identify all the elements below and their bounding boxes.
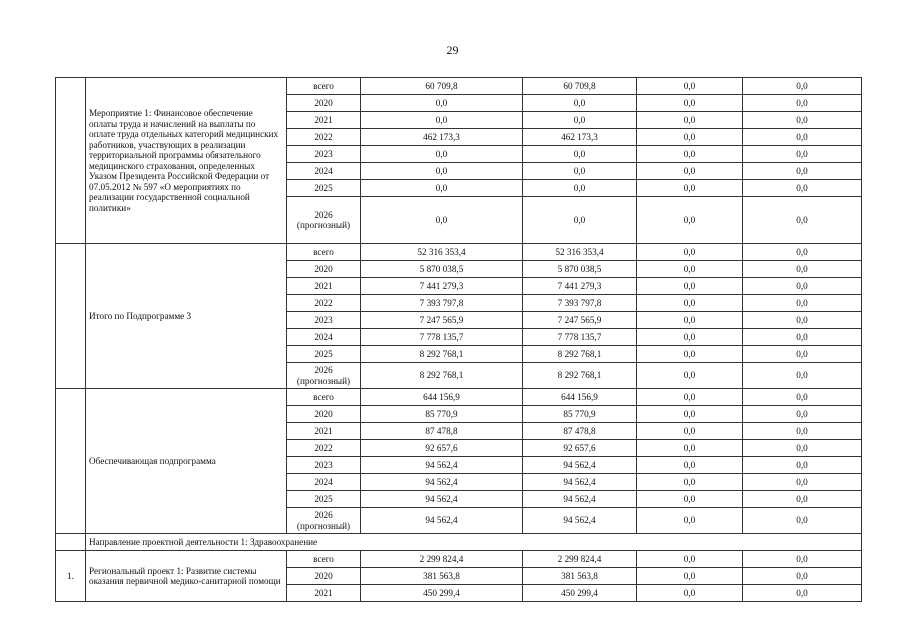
value-col4: 0,0 <box>743 551 862 568</box>
value-col2: 381 563,8 <box>523 568 637 585</box>
year-cell: 2025 <box>287 180 361 197</box>
value-col4: 0,0 <box>743 78 862 95</box>
value-col3: 0,0 <box>637 261 743 278</box>
value-col2: 462 173,3 <box>523 129 637 146</box>
value-total: 94 562,4 <box>361 491 523 508</box>
value-col4: 0,0 <box>743 180 862 197</box>
value-col4: 0,0 <box>743 585 862 602</box>
value-total: 7 393 797,8 <box>361 295 523 312</box>
value-total: 644 156,9 <box>361 389 523 406</box>
value-total: 60 709,8 <box>361 78 523 95</box>
value-total: 52 316 353,4 <box>361 244 523 261</box>
row-name: Обеспечивающая подпрограмма <box>86 389 287 534</box>
value-col4: 0,0 <box>743 346 862 363</box>
value-col3: 0,0 <box>637 129 743 146</box>
year-cell: 2020 <box>287 95 361 112</box>
table-row <box>56 389 862 406</box>
value-col4: 0,0 <box>743 329 862 346</box>
value-col2: 94 562,4 <box>523 457 637 474</box>
value-col4: 0,0 <box>743 363 862 389</box>
value-col2: 94 562,4 <box>523 474 637 491</box>
value-total: 94 562,4 <box>361 457 523 474</box>
value-total: 0,0 <box>361 197 523 244</box>
value-col3: 0,0 <box>637 163 743 180</box>
value-col3: 0,0 <box>637 508 743 534</box>
value-col3: 0,0 <box>637 423 743 440</box>
value-col2: 0,0 <box>523 197 637 244</box>
value-total: 2 299 824,4 <box>361 551 523 568</box>
value-col3: 0,0 <box>637 146 743 163</box>
value-total: 0,0 <box>361 163 523 180</box>
section-index <box>56 534 86 551</box>
value-total: 0,0 <box>361 180 523 197</box>
year-cell: 2023 <box>287 312 361 329</box>
year-cell: 2023 <box>287 457 361 474</box>
value-col3: 0,0 <box>637 389 743 406</box>
value-total: 0,0 <box>361 112 523 129</box>
value-col3: 0,0 <box>637 312 743 329</box>
value-col2: 87 478,8 <box>523 423 637 440</box>
value-col2: 0,0 <box>523 180 637 197</box>
year-cell: 2020 <box>287 261 361 278</box>
year-cell: 2023 <box>287 146 361 163</box>
year-cell: 2022 <box>287 129 361 146</box>
row-index <box>56 244 86 389</box>
value-col3: 0,0 <box>637 329 743 346</box>
year-cell: 2026 (прогнозный) <box>287 508 361 534</box>
value-col4: 0,0 <box>743 295 862 312</box>
value-col2: 8 292 768,1 <box>523 363 637 389</box>
value-col3: 0,0 <box>637 95 743 112</box>
value-col3: 0,0 <box>637 363 743 389</box>
year-cell: 2022 <box>287 295 361 312</box>
value-total: 92 657,6 <box>361 440 523 457</box>
year-cell: всего <box>287 389 361 406</box>
year-cell: 2025 <box>287 346 361 363</box>
value-total: 87 478,8 <box>361 423 523 440</box>
year-cell: 2024 <box>287 163 361 180</box>
value-col3: 0,0 <box>637 278 743 295</box>
value-col4: 0,0 <box>743 112 862 129</box>
value-col3: 0,0 <box>637 474 743 491</box>
value-col2: 8 292 768,1 <box>523 346 637 363</box>
value-col4: 0,0 <box>743 440 862 457</box>
value-col2: 7 778 135,7 <box>523 329 637 346</box>
value-total: 85 770,9 <box>361 406 523 423</box>
value-col4: 0,0 <box>743 312 862 329</box>
year-cell: 2026 (прогнозный) <box>287 363 361 389</box>
value-col4: 0,0 <box>743 244 862 261</box>
value-total: 462 173,3 <box>361 129 523 146</box>
section-row <box>56 534 862 551</box>
value-col3: 0,0 <box>637 244 743 261</box>
value-total: 7 441 279,3 <box>361 278 523 295</box>
year-cell: 2024 <box>287 474 361 491</box>
value-col3: 0,0 <box>637 346 743 363</box>
row-index: 1. <box>56 551 86 602</box>
value-total: 8 292 768,1 <box>361 363 523 389</box>
value-total: 5 870 038,5 <box>361 261 523 278</box>
year-cell: 2020 <box>287 568 361 585</box>
value-col4: 0,0 <box>743 423 862 440</box>
value-col4: 0,0 <box>743 406 862 423</box>
value-col2: 644 156,9 <box>523 389 637 406</box>
section-title: Направление проектной деятельности 1: Здравоохранение <box>86 534 862 551</box>
value-col3: 0,0 <box>637 551 743 568</box>
value-total: 7 247 565,9 <box>361 312 523 329</box>
row-name: Мероприятие 1: Финансовое обеспечение оплаты труда и начислений на выплаты по оплате труда отдельных категорий медицинских работников, участвующих в реализации территориальной программы обязательного медицинского страхования, определенных Указом Президента Российской Федерации от 07.05.2012 № 597 «О мероприятиях по реализации государственной социальной политики» <box>86 78 287 244</box>
value-total: 94 562,4 <box>361 508 523 534</box>
value-col4: 0,0 <box>743 278 862 295</box>
value-col4: 0,0 <box>743 261 862 278</box>
value-col2: 60 709,8 <box>523 78 637 95</box>
value-col2: 94 562,4 <box>523 491 637 508</box>
value-col4: 0,0 <box>743 457 862 474</box>
year-cell: 2025 <box>287 491 361 508</box>
row-index <box>56 78 86 244</box>
year-cell: 2022 <box>287 440 361 457</box>
year-cell: всего <box>287 551 361 568</box>
year-cell: 2021 <box>287 585 361 602</box>
table-row <box>56 78 862 95</box>
value-col3: 0,0 <box>637 457 743 474</box>
value-col2: 450 299,4 <box>523 585 637 602</box>
year-cell: 2020 <box>287 406 361 423</box>
value-col3: 0,0 <box>637 78 743 95</box>
value-col4: 0,0 <box>743 197 862 244</box>
value-col2: 0,0 <box>523 146 637 163</box>
year-cell: 2026 (прогнозный) <box>287 197 361 244</box>
value-col2: 7 441 279,3 <box>523 278 637 295</box>
row-name: Итого по Подпрограмме 3 <box>86 244 287 389</box>
value-col3: 0,0 <box>637 585 743 602</box>
value-col4: 0,0 <box>743 163 862 180</box>
budget-table <box>55 77 862 602</box>
value-total: 94 562,4 <box>361 474 523 491</box>
year-cell: 2021 <box>287 423 361 440</box>
value-col3: 0,0 <box>637 568 743 585</box>
year-cell: 2021 <box>287 112 361 129</box>
value-col3: 0,0 <box>637 197 743 244</box>
value-total: 8 292 768,1 <box>361 346 523 363</box>
value-col2: 7 247 565,9 <box>523 312 637 329</box>
value-col4: 0,0 <box>743 474 862 491</box>
page-number: 29 <box>446 43 459 57</box>
value-col4: 0,0 <box>743 95 862 112</box>
value-col3: 0,0 <box>637 440 743 457</box>
value-col2: 52 316 353,4 <box>523 244 637 261</box>
value-col3: 0,0 <box>637 295 743 312</box>
value-col3: 0,0 <box>637 406 743 423</box>
value-col3: 0,0 <box>637 180 743 197</box>
value-col4: 0,0 <box>743 568 862 585</box>
value-col3: 0,0 <box>637 112 743 129</box>
value-col2: 94 562,4 <box>523 508 637 534</box>
row-index <box>56 389 86 534</box>
value-col2: 0,0 <box>523 112 637 129</box>
value-col4: 0,0 <box>743 129 862 146</box>
value-col2: 0,0 <box>523 95 637 112</box>
value-col4: 0,0 <box>743 508 862 534</box>
value-col2: 5 870 038,5 <box>523 261 637 278</box>
value-col2: 7 393 797,8 <box>523 295 637 312</box>
table-row <box>56 551 862 568</box>
value-col2: 85 770,9 <box>523 406 637 423</box>
value-total: 381 563,8 <box>361 568 523 585</box>
value-col2: 2 299 824,4 <box>523 551 637 568</box>
row-name: Региональный проект 1: Развитие системы оказания первичной медико-санитарной помощи <box>86 551 287 602</box>
year-cell: 2021 <box>287 278 361 295</box>
year-cell: всего <box>287 78 361 95</box>
value-total: 0,0 <box>361 146 523 163</box>
table-body <box>56 78 862 602</box>
table-row <box>56 244 862 261</box>
value-total: 450 299,4 <box>361 585 523 602</box>
year-cell: всего <box>287 244 361 261</box>
value-total: 7 778 135,7 <box>361 329 523 346</box>
value-col4: 0,0 <box>743 491 862 508</box>
value-col4: 0,0 <box>743 146 862 163</box>
value-total: 0,0 <box>361 95 523 112</box>
value-col2: 0,0 <box>523 163 637 180</box>
value-col4: 0,0 <box>743 389 862 406</box>
value-col3: 0,0 <box>637 491 743 508</box>
value-col2: 92 657,6 <box>523 440 637 457</box>
year-cell: 2024 <box>287 329 361 346</box>
